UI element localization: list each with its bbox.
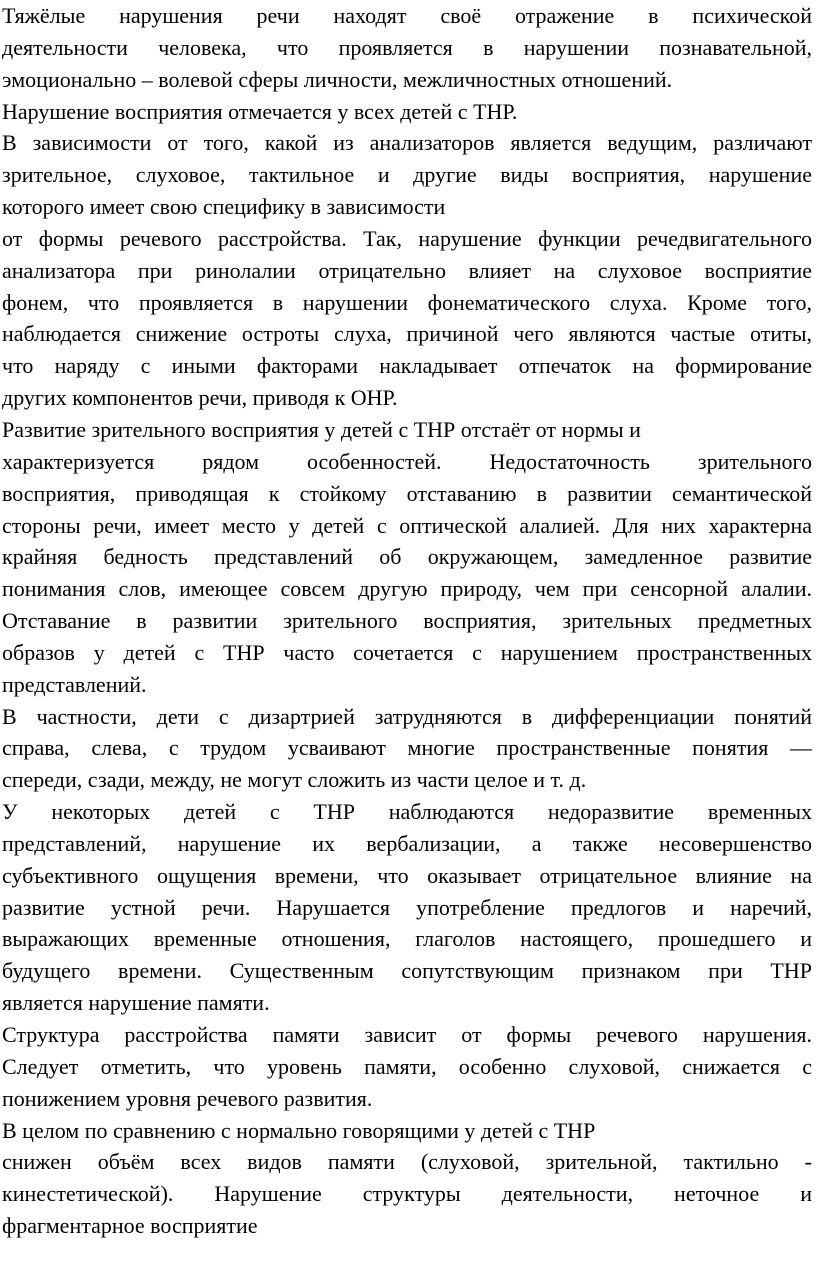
text-line: характеризуется рядом особенностей. Недостаточность зрительного: [2, 448, 812, 474]
text-line: кинестетической). Нарушение структуры деятельности, неточное и: [2, 1181, 812, 1207]
text-line: снижен объём всех видов памяти (слуховой, зрительной, тактильно -: [2, 1149, 812, 1175]
text-line: фонем, что проявляется в нарушении фонематического слуха. Кроме того,: [2, 289, 812, 315]
text-line: У некоторых детей с ТНР наблюдаются недоразвитие временных: [2, 799, 812, 825]
text-line: В зависимости от того, какой из анализаторов является ведущим, различают: [2, 130, 812, 156]
text-line: справа, слева, с трудом усваивают многие пространственные понятия —: [2, 735, 812, 761]
text-line: Нарушение восприятия отмечается у всех детей с ТНР.: [2, 98, 518, 124]
text-line: деятельности человека, что проявляется в нарушении познавательной,: [2, 34, 812, 60]
text-line: от формы речевого расстройства. Так, нарушение функции речедвигательного: [2, 225, 812, 251]
text-line: анализатора при ринолалии отрицательно влияет на слуховое восприятие: [2, 257, 812, 283]
text-line: выражающих временные отношения, глаголов настоящего, прошедшего и: [2, 926, 812, 952]
text-line: понимания слов, имеющее совсем другую природу, чем при сенсорной алалии.: [2, 576, 812, 602]
text-line: восприятия, приводящая к стойкому отставанию в развитии семантической: [2, 480, 812, 506]
text-line: фрагментарное восприятие: [2, 1213, 258, 1239]
text-line: что наряду с иными факторами накладывает отпечаток на формирование: [2, 353, 812, 379]
text-line: В целом по сравнению с нормально говорящими у детей с ТНР: [2, 1117, 596, 1143]
text-line: В частности, дети с дизартрией затрудняются в дифференциации понятий: [2, 703, 812, 729]
text-line: представлений, нарушение их вербализации, а также несовершенство: [2, 830, 812, 856]
text-line: спереди, сзади, между, не могут сложить из части целое и т. д.: [2, 767, 587, 793]
text-line: Следует отметить, что уровень памяти, особенно слуховой, снижается с: [2, 1053, 812, 1079]
text-line: развитие устной речи. Нарушается употребление предлогов и наречий,: [2, 894, 812, 920]
text-line: является нарушение памяти.: [2, 990, 270, 1016]
text-line: представлений.: [2, 671, 147, 697]
text-line: Отставание в развитии зрительного восприятия, зрительных предметных: [2, 608, 812, 634]
text-line: стороны речи, имеет место у детей с оптической алалией. Для них характерна: [2, 512, 812, 538]
text-line: Развитие зрительного восприятия у детей с ТНР отстаёт от нормы и: [2, 416, 641, 442]
text-line: понижением уровня речевого развития.: [2, 1085, 373, 1111]
text-line: Тяжёлые нарушения речи находят своё отражение в психической: [2, 3, 812, 28]
text-line: субъективного ощущения времени, что оказывает отрицательное влияние на: [2, 862, 812, 888]
text-line: образов у детей с ТНР часто сочетается с нарушением пространственных: [2, 639, 812, 665]
text-line: зрительное, слуховое, тактильное и другие виды восприятия, нарушение: [2, 162, 812, 188]
text-line: эмоционально – волевой сферы личности, межличностных отношений.: [2, 66, 673, 92]
text-line: которого имеет свою специфику в зависимости: [2, 194, 446, 220]
text-line: наблюдается снижение остроты слуха, причиной чего являются частые отиты,: [2, 321, 812, 347]
text-line: крайняя бедность представлений об окружающем, замедленное развитие: [2, 544, 812, 570]
text-line: других компонентов речи, приводя к ОНР.: [2, 385, 398, 411]
text-line: Структура расстройства памяти зависит от формы речевого нарушения.: [2, 1022, 812, 1047]
text-line: будущего времени. Существенным сопутствующим признаком при ТНР: [2, 958, 812, 984]
document-text: [2, 0, 812, 1242]
